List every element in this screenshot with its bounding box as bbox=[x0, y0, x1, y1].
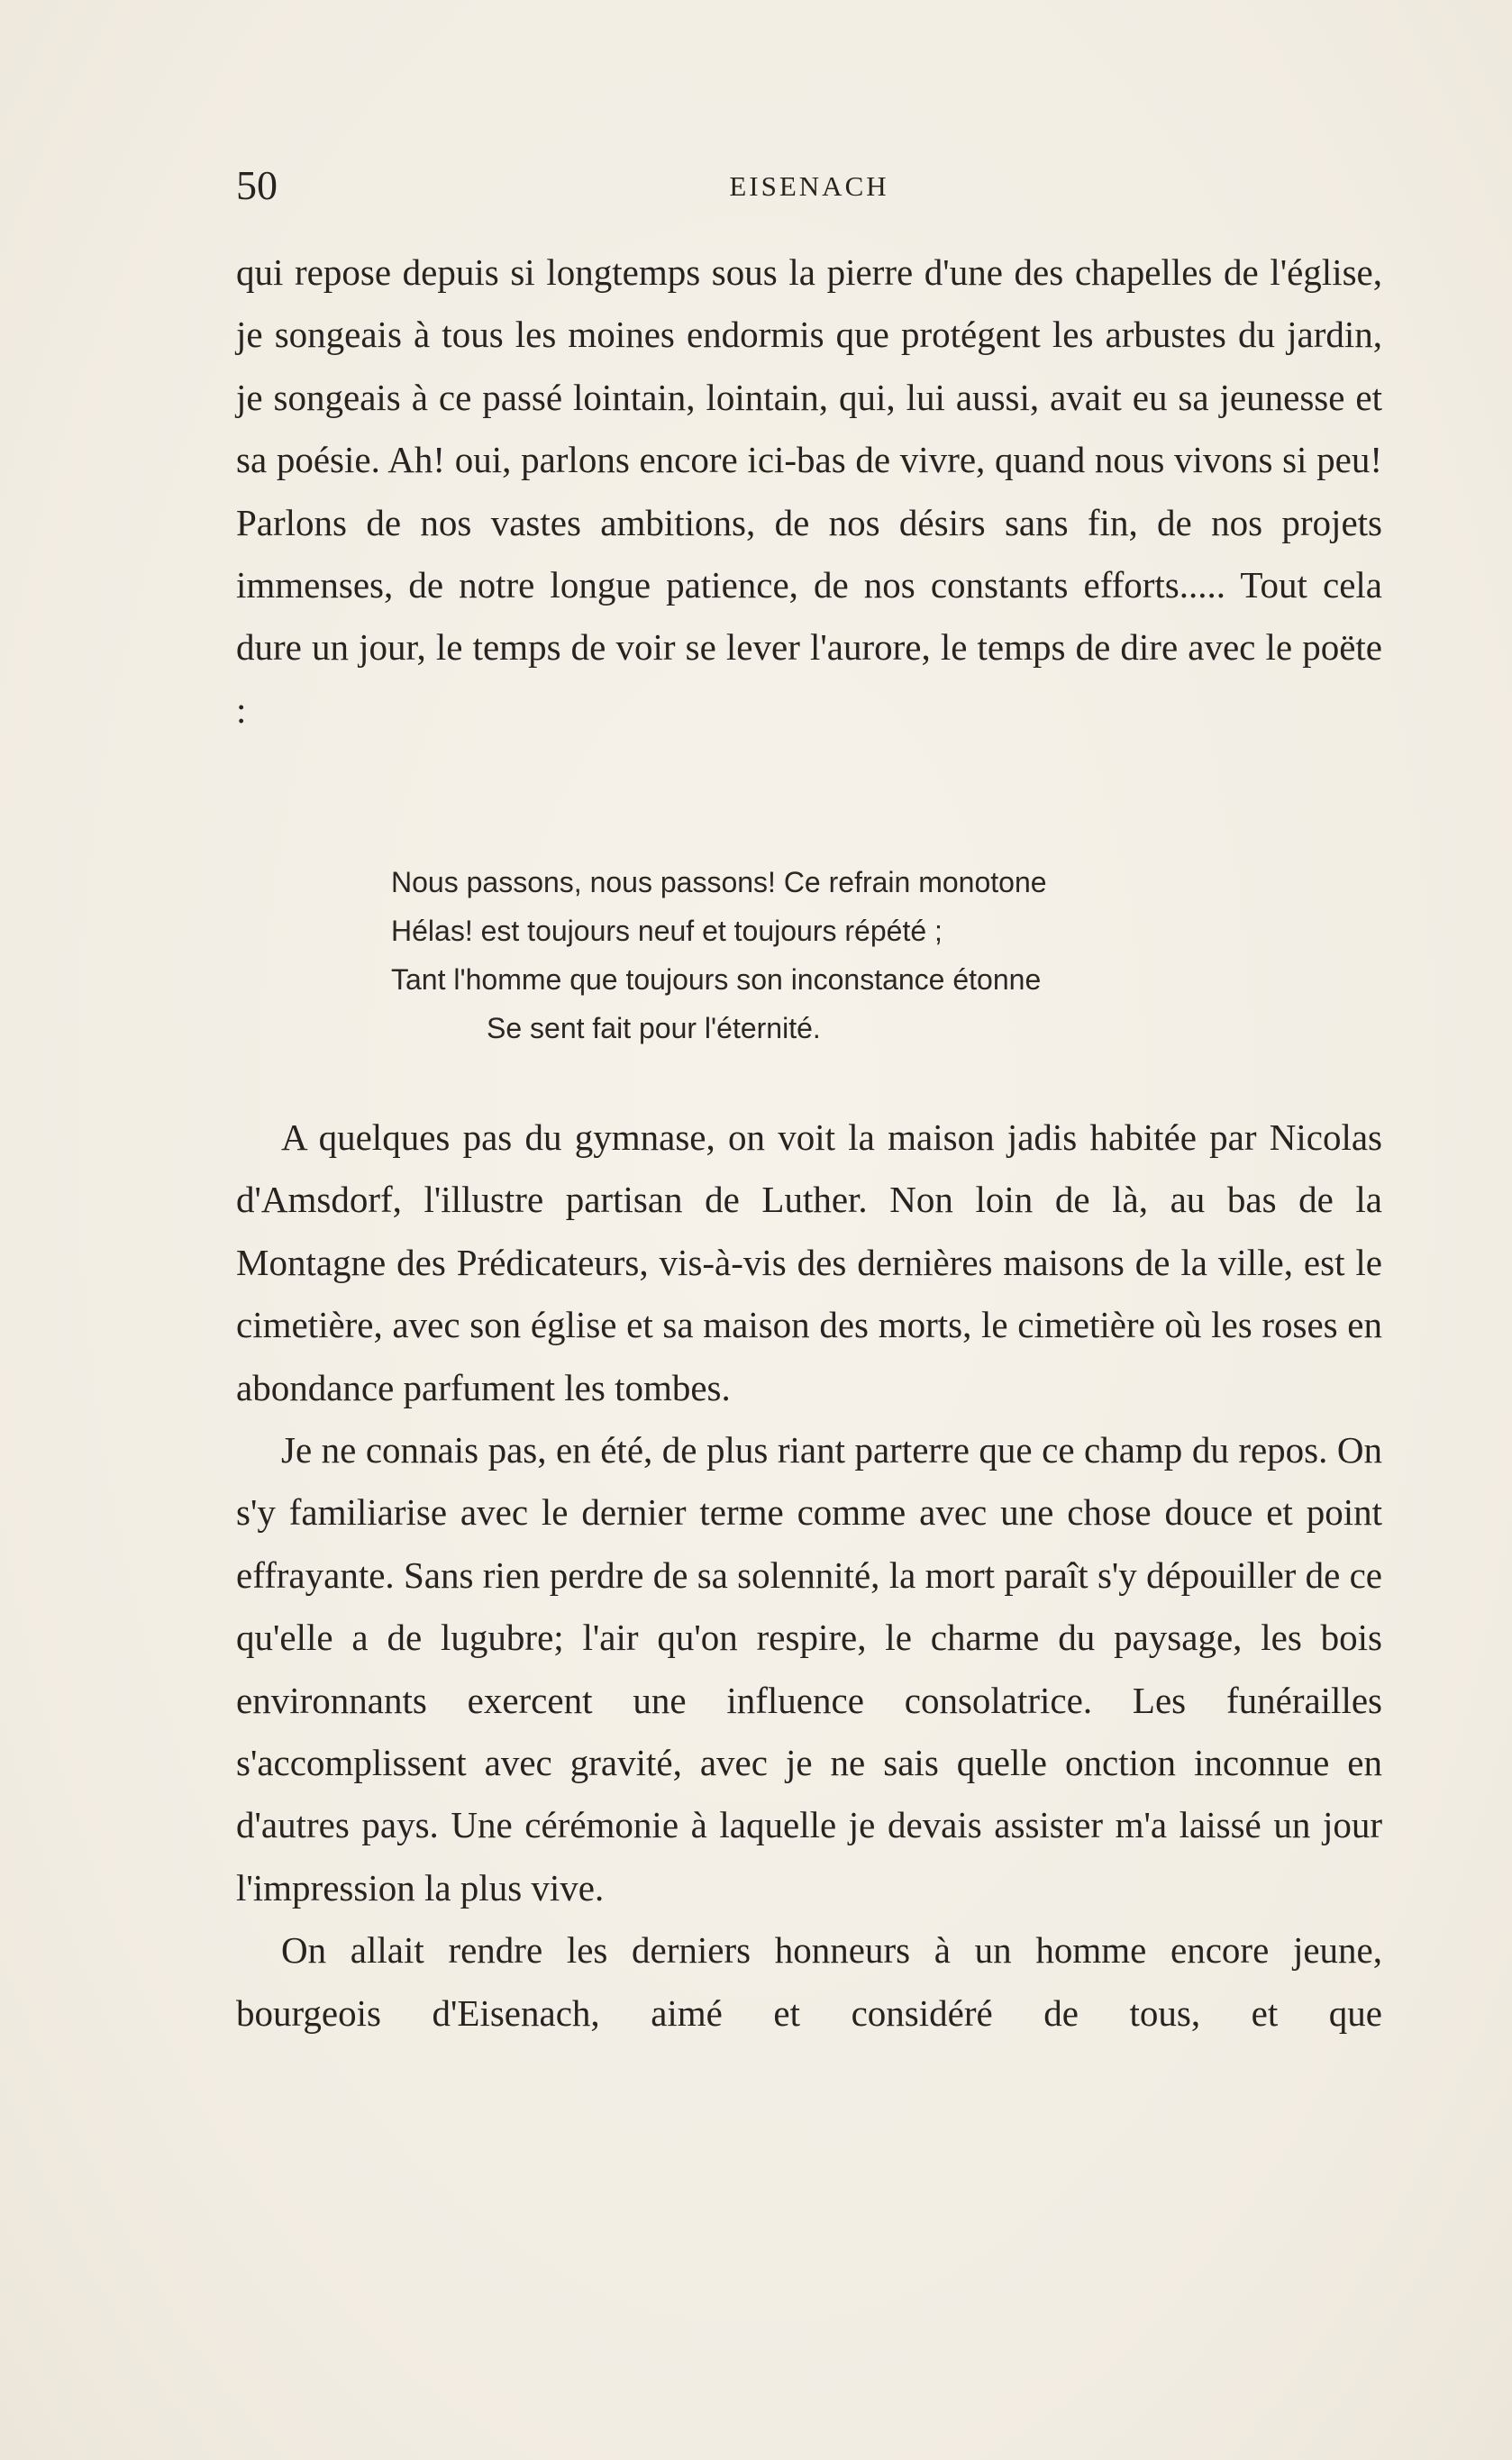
paragraph: On allait rendre les derniers honneurs à un homme encore jeune, bourgeois d'Eisenach, aimé et considéré de tous, et que bbox=[236, 1929, 1382, 2034]
paragraph: A quelques pas du gymnase, on voit la maison jadis habitée par Nicolas d'Amsdorf, l'illustre partisan de Luther. Non loin de là, au bas de la Montagne des Prédicateurs, vis-à-vis des dernières maisons de la ville, est le cimetière, avec son église et sa maison des morts, le cimetière où les roses en abondance parfument les tombes. bbox=[236, 1116, 1382, 1408]
running-title: EISENACH bbox=[729, 170, 889, 202]
text-block-top bbox=[236, 241, 1382, 742]
verse-line: Tant l'homme que toujours son inconstance étonne bbox=[391, 963, 1042, 996]
verse-line: Nous passons, nous passons! Ce refrain monotone bbox=[391, 866, 1047, 898]
paragraph: Je ne connais pas, en été, de plus riant parterre que ce champ du repos. On s'y familiarise avec le dernier terme comme avec une chose douce et point effrayante. Sans rien perdre de sa solennité, la mort paraît s'y dépouiller de ce qu'elle a de lugubre; l'air qu'on respire, le charme du paysage, les bois environnants exercent une influence consolatrice. Les funérailles s'accomplissent avec gravité, avec je ne sais quelle onction inconnue en d'autres pays. Une cérémonie à laquelle je devais assister m'a laissé un jour l'impression la plus vive. bbox=[236, 1429, 1382, 1909]
verse-quotation bbox=[391, 858, 1202, 1052]
paragraph: qui repose depuis si longtemps sous la pierre d'une des chapelles de l'église, je songeais à tous les moines endormis que protégent les arbustes du jardin, je songeais à ce passé lointain, lointain, qui, lui aussi, avait eu sa jeunesse et sa poésie. Ah! oui, parlons encore ici-bas de vivre, quand nous vivons si peu! Parlons de nos vastes ambitions, de nos désirs sans fin, de nos projets immenses, de notre longue patience, de nos constants efforts..... Tout cela dure un jour, le temps de voir se lever l'aurore, le temps de dire avec le poëte : bbox=[236, 251, 1382, 731]
page-header bbox=[236, 160, 1382, 211]
verse-line: Hélas! est toujours neuf et toujours répété ; bbox=[391, 915, 943, 947]
verse-line: Se sent fait pour l'éternité. bbox=[487, 1012, 821, 1044]
text-block-bottom bbox=[236, 1107, 1382, 2045]
page-number: 50 bbox=[236, 162, 278, 208]
